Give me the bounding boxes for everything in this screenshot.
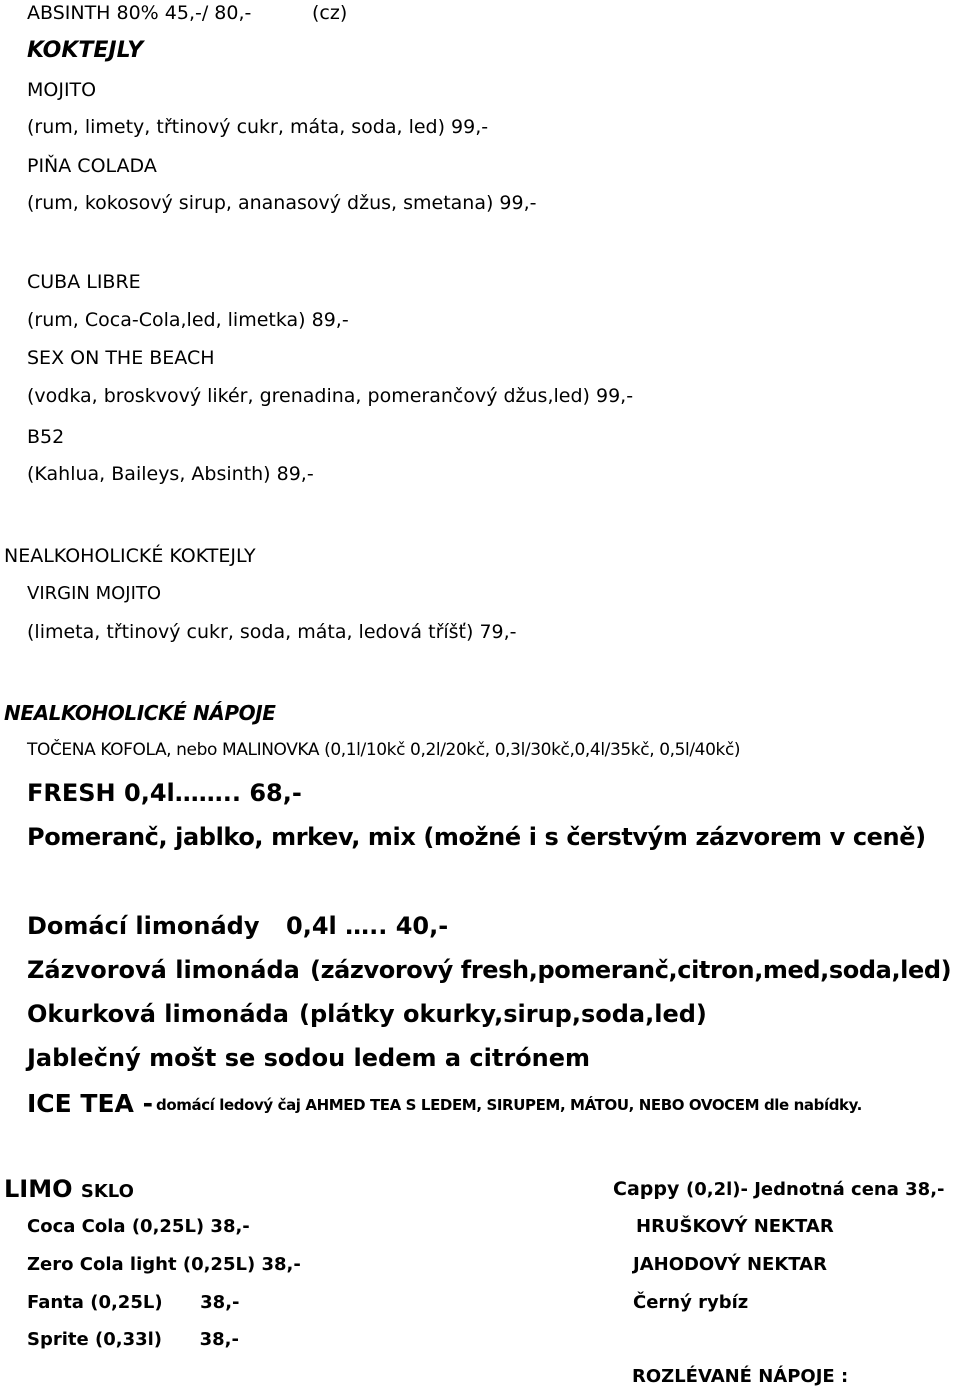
cocktails-heading: KOKTEJLY (27, 38, 144, 63)
cocktail-name: CUBA LIBRE (27, 271, 141, 293)
cappy-item: Černý rybíz (633, 1292, 749, 1313)
limo-item: Fanta (0,25L) 38,- (27, 1292, 240, 1313)
limo-item: Sprite (0,33l) 38,- (27, 1329, 239, 1350)
absinth-price: ABSINTH 80% 45,-/ 80,- (27, 2, 252, 24)
nonalcoholic-cocktails-heading: NEALKOHOLICKÉ KOKTEJLY (4, 545, 256, 567)
limo-title-main: LIMO (4, 1175, 73, 1203)
cappy-item: HRUŠKOVÝ NEKTAR (636, 1216, 834, 1237)
cappy-item: JAHODOVÝ NEKTAR (633, 1254, 827, 1275)
cocktail-name: MOJITO (27, 79, 97, 101)
absinth-origin: (cz) (312, 2, 348, 24)
cappy-title-main: Cappy (613, 1178, 680, 1200)
cocktail-name: B52 (27, 426, 65, 448)
lemonade-detail: (zázvorový fresh,pomeranč,citron,med,soda,led) (310, 956, 952, 984)
cocktail-name: PIŇA COLADA (27, 155, 157, 177)
draft-drinks-heading: ROZLÉVANÉ NÁPOJE : (632, 1366, 849, 1387)
cocktail-detail: (limeta, třtinový cukr, soda, máta, ledová tříšť) 79,- (27, 621, 517, 643)
ice-tea-label: ICE TEA - (27, 1089, 153, 1118)
cocktail-name: VIRGIN MOJITO (27, 583, 162, 604)
lemonade-name: Zázvorová limonáda (27, 956, 300, 984)
fresh-juice: FRESH 0,4l…….. 68,- (27, 779, 302, 807)
limo-title (4, 1177, 134, 1201)
lemonade-name: Jablečný mošt se sodou ledem a citrónem (27, 1044, 591, 1072)
cocktail-detail: (rum, Coca-Cola,led, limetka) 89,- (27, 309, 349, 331)
ice-tea-detail: domácí ledový čaj AHMED TEA S LEDEM, SIRUPEM, MÁTOU, NEBO OVOCEM dle nabídky. (156, 1096, 862, 1114)
lemonade-title: Domácí limonády (27, 912, 260, 940)
draft-drinks: TOČENA KOFOLA, nebo MALINOVKA (0,1l/10kč 0,2l/20kč, 0,3l/30kč,0,4l/35kč, 0,5l/40kč) (27, 740, 741, 760)
cocktail-name: SEX ON THE BEACH (27, 347, 215, 369)
cappy-title-rest: (0,2l)- Jednotná cena 38,- (685, 1179, 945, 1200)
cocktail-detail: (Kahlua, Baileys, Absinth) 89,- (27, 463, 314, 485)
cocktail-detail: (rum, kokosový sirup, ananasový džus, smetana) 99,- (27, 192, 537, 214)
limo-title-sub: SKLO (80, 1181, 134, 1202)
limo-item: Zero Cola light (0,25L) 38,- (27, 1254, 301, 1275)
lemonade-detail: (plátky okurky,sirup,soda,led) (299, 1000, 707, 1028)
nonalcoholic-drinks-heading: NEALKOHOLICKÉ NÁPOJE (4, 701, 276, 725)
limo-item: Coca Cola (0,25L) 38,- (27, 1216, 250, 1237)
cocktail-detail: (vodka, broskvový likér, grenadina, pomerančový džus,led) 99,- (27, 385, 634, 407)
lemonade-price: 0,4l ….. 40,- (286, 912, 449, 940)
fresh-options: Pomeranč, jablko, mrkev, mix (možné i s čerstvým zázvorem v ceně) (27, 823, 926, 851)
lemonade-name: Okurková limonáda (27, 1000, 289, 1028)
cappy-title (613, 1180, 945, 1199)
cocktail-detail: (rum, limety, třtinový cukr, máta, soda, led) 99,- (27, 116, 489, 138)
